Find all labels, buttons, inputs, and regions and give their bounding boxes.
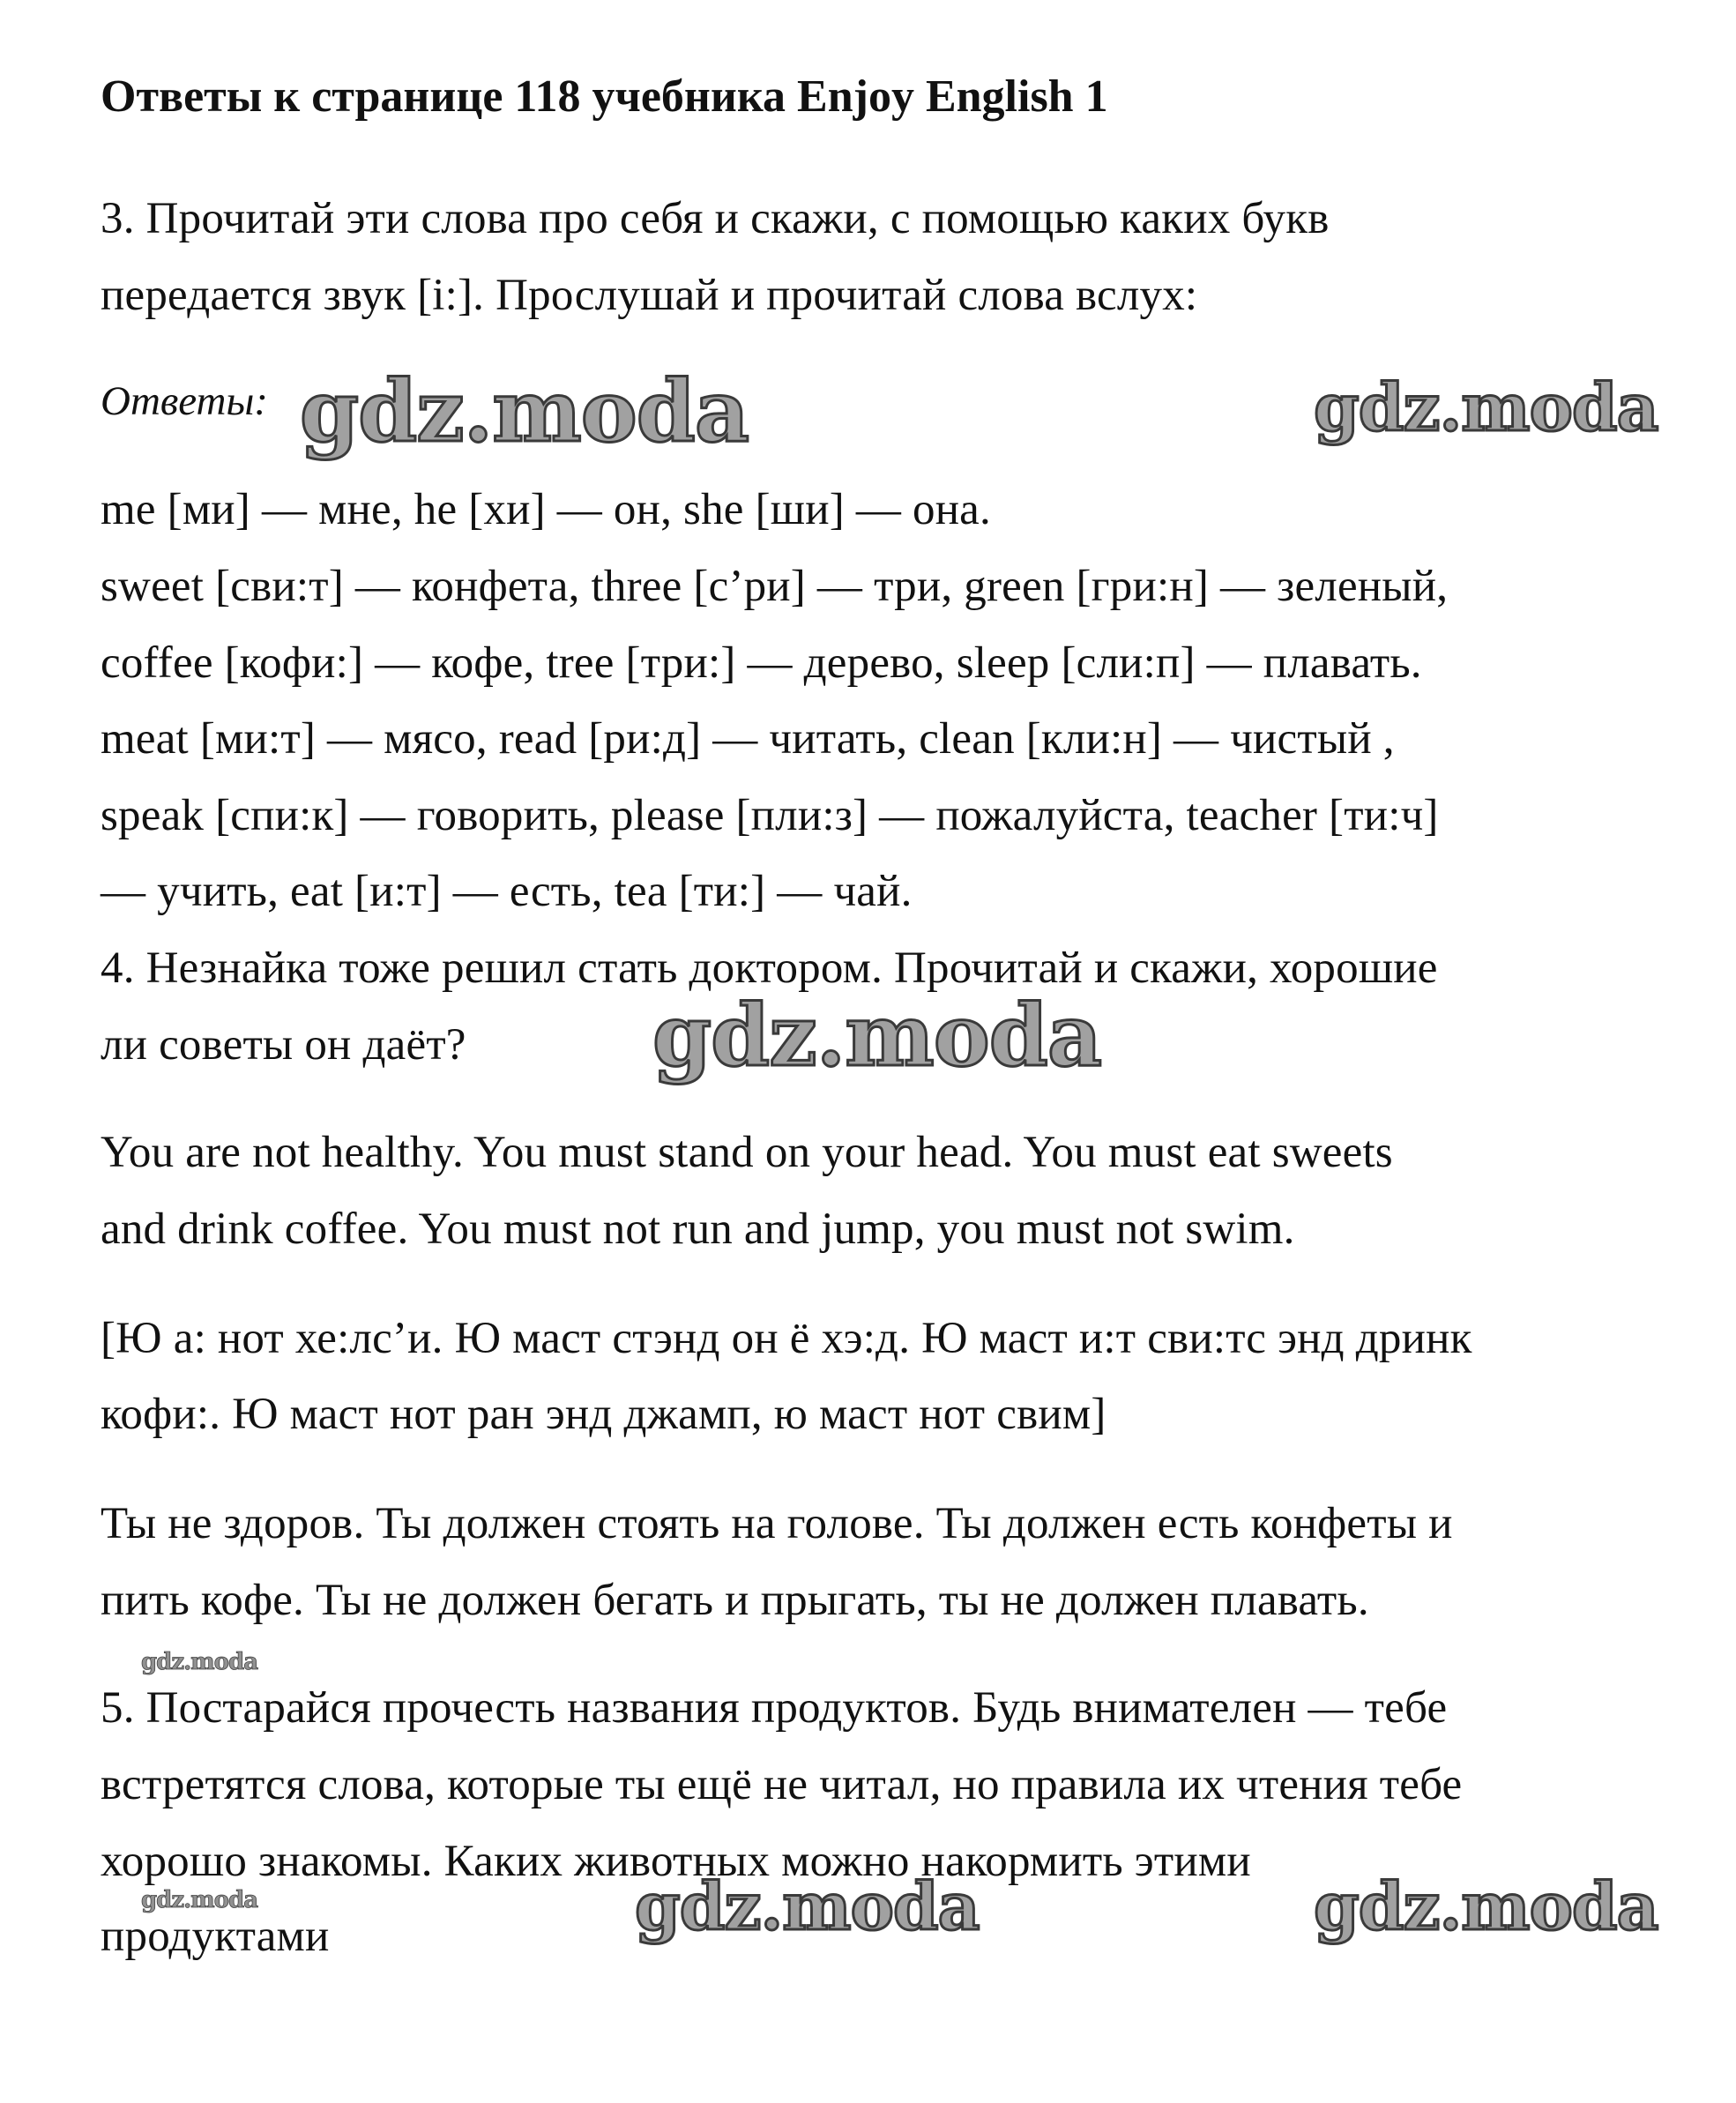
answer3-line-4: meat [ми:т] — мясо, read [ри:д] — читать, clean [кли:н] — чистый , [101, 714, 1395, 764]
transcription-line-1: [Ю а: нот хе:лс’и. Ю маст стэнд он ё хэ:д. Ю маст и:т сви:тс энд дринк [101, 1314, 1472, 1363]
task5-line-2: встретятся слова, которые ты ещё не читал, но правила их чтения тебе [101, 1760, 1463, 1809]
task5-line-1: 5. Постарайся прочесть названия продуктов. Будь внимателен — тебе [101, 1683, 1448, 1733]
answer3-line-5: speak [спи:к] — говорить, please [пли:з] — пожалуйста, teacher [ти:ч] [101, 791, 1439, 840]
task4-line-1: 4. Незнайка тоже решил стать доктором. Прочитай и скажи, хорошие [101, 943, 1438, 993]
page-title: Ответы к странице 118 учебника Enjoy English 1 [101, 71, 1108, 122]
task3-line-2: передается звук [i:]. Прослушай и прочитай слова вслух: [101, 271, 1198, 320]
watermark-4: gdz.moda [141, 1649, 258, 1675]
task3-line-1: 3. Прочитай эти слова про себя и скажи, с помощью каких букв [101, 194, 1330, 243]
watermark-7: gdz.moda [1314, 1869, 1658, 1945]
answer3-line-2: sweet [сви:т] — конфета, three [с’ри] — три, green [гри:н] — зеленый, [101, 562, 1449, 611]
answer3-line-1: me [ми] — мне, he [хи] — он, she [ши] — она. [101, 485, 991, 534]
watermark-5: gdz.moda [141, 1887, 258, 1913]
watermark-1: gdz.moda [300, 362, 749, 461]
watermark-6: gdz.moda [635, 1869, 980, 1945]
answer3-line-3: coffee [кофи:] — кофе, tree [три:] — дерево, sleep [сли:п] — плавать. [101, 638, 1422, 688]
task5-line-4: продуктами [101, 1912, 330, 1961]
watermark-2: gdz.moda [1314, 370, 1658, 446]
task4-line-2: ли советы он даёт? [101, 1020, 466, 1070]
translation-line-2: пить кофе. Ты не должен бегать и прыгать, ты не должен плавать. [101, 1576, 1369, 1625]
watermark-3: gdz.moda [652, 986, 1102, 1085]
answers-label: Ответы: [101, 378, 268, 424]
translation-line-1: Ты не здоров. Ты должен стоять на голове. Ты должен есть конфеты и [101, 1499, 1453, 1548]
transcription-line-2: кофи:. Ю маст нот ран энд джамп, ю маст нот свим] [101, 1390, 1106, 1439]
task5-line-3: хорошо знакомы. Каких животных можно накормить этими [101, 1837, 1251, 1886]
answer3-line-6: — учить, eat [и:т] — есть, tea [ти:] — чай. [101, 867, 913, 916]
english-line-2: and drink coffee. You must not run and jump, you must not swim. [101, 1204, 1295, 1254]
english-line-1: You are not healthy. You must stand on your head. You must eat sweets [101, 1128, 1393, 1177]
